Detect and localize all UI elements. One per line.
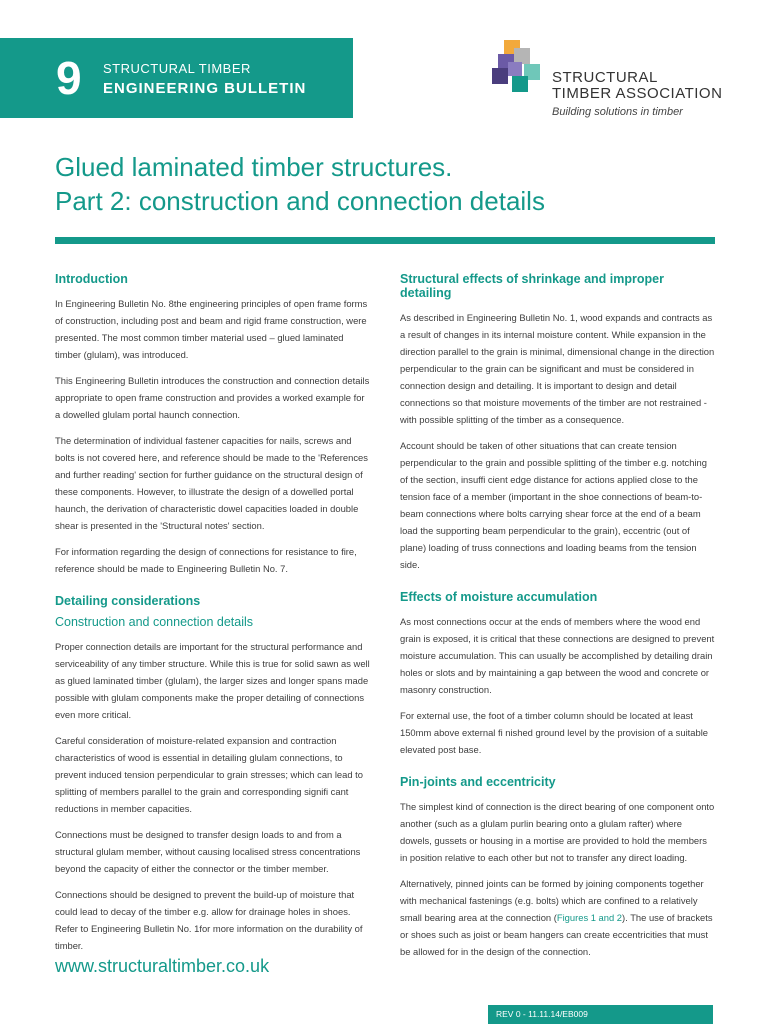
paragraph bbox=[400, 875, 716, 960]
revision-label: REV 0 - 11.11.14/EB009 bbox=[488, 1005, 713, 1024]
logo-name-line2: TIMBER ASSOCIATION bbox=[552, 85, 723, 102]
paragraph: This Engineering Bulletin introduces the construction and connection details appropriate to open frame construction and provides a worked example for a dowelled glulam portal haunch connection. bbox=[55, 375, 370, 420]
section-heading-pin-joints: Pin-joints and eccentricity bbox=[400, 775, 556, 789]
page-title bbox=[55, 150, 735, 218]
bulletin-banner bbox=[0, 38, 353, 118]
bulletin-type: ENGINEERING BULLETIN bbox=[103, 80, 307, 97]
paragraph: As most connections occur at the ends of members where the wood end grain is exposed, it is critical that these connections are designed to prevent moisture accumulation. This can usually be accomplished by detailing drain holes or slots and by maintaining a gap between the wood and concrete or masonry construction. bbox=[400, 616, 715, 695]
paragraph: Connections should be designed to prevent the build-up of moisture that could lead to decay of the timber e.g. allow for drainage holes in shoes. Refer to Engineering Bulletin No. 1for more information on the durability of timber. bbox=[55, 889, 363, 951]
figures-link[interactable]: Figures 1 and 2 bbox=[556, 912, 623, 923]
website-link[interactable]: www.structuraltimber.co.uk bbox=[55, 956, 270, 976]
section-heading-introduction: Introduction bbox=[55, 272, 128, 286]
paragraph-text: ). The use of brackets or shoes such as joist or beam hangers can create eccentricities that must be allowed for in the design of the connection. bbox=[400, 912, 713, 957]
left-column bbox=[55, 272, 371, 963]
logo-tagline: Building solutions in timber bbox=[552, 106, 683, 118]
section-heading-moisture: Effects of moisture accumulation bbox=[400, 590, 598, 604]
subheading-connection-details: Construction and connection details bbox=[55, 615, 254, 629]
paragraph: The determination of individual fastener capacities for nails, screws and bolts is not covered here, and reference should be made to the 'References and further reading' section for further guidance on the structural design of these components. However, to illustrate the design of a dowelled portal haunch, the derivation of characteristic dowel capacities loaded in double shear is presented in the 'Structural notes' section. bbox=[55, 435, 368, 531]
section-heading-shrinkage: Structural effects of shrinkage and improper detailing bbox=[400, 272, 664, 300]
paragraph: Connections must be designed to transfer design loads to and from a structural glulam member, without causing localised stress concentrations beyond the capacity of either the connector or the timber member. bbox=[55, 829, 361, 874]
paragraph-text: Alternatively, pinned joints can be formed by joining components together with mechanical fastenings (e.g. bolts) which are confined to a relatively small bearing area at the connection ( bbox=[400, 878, 704, 923]
paragraph: For information regarding the design of connections for resistance to fire, reference should be made to Engineering Bulletin No. 7. bbox=[55, 546, 357, 574]
paragraph: In Engineering Bulletin No. 8the engineering principles of open frame forms of construction, including post and beam and rigid frame construction, were presented. The most common timber material used – glued laminated timber (glulam), was introduced. bbox=[55, 298, 368, 360]
paragraph: For external use, the foot of a timber column should be located at least 150mm above external fi nished ground level by the provision of a suitable elevated post base. bbox=[400, 710, 708, 755]
page-title-line2: Part 2: construction and connection details bbox=[55, 186, 545, 216]
paragraph: As described in Engineering Bulletin No. 1, wood expands and contracts as a result of changes in its internal moisture content. While expansion in the direction parallel to the grain is minimal, dimensional change in the direction perpendicular to the grain can be significant and must be considered in connection design and detailing. It is important to design and detail connections so that moisture movements of the timber are not restrained - with possible splitting of the timber as a consequence. bbox=[400, 312, 715, 425]
page-title-line1: Glued laminated timber structures. bbox=[55, 152, 453, 182]
paragraph: The simplest kind of connection is the direct bearing of one component onto another (such as a glulam purlin bearing onto a glulam rafter) where dowels, gussets or housing in a mortise are provided to hold the members in position relative to each other but not to transfer any direct loading. bbox=[400, 801, 715, 863]
paragraph: Proper connection details are important for the structural performance and serviceability of any timber structure. While this is true for solid sawn as well as glued laminated timber (glulam), the larger sizes and longer spans made possible with glulam components make the proper detailing of connections even more critical. bbox=[55, 641, 370, 720]
paragraph: Account should be taken of other situations that can create tension perpendicular to the grain and possible splitting of the timber e.g. notching of the section, insuffi cient edge distance for actions applied close to the tension face of a member (important in the shoe connections of beam-to-beam connections where bolts carrying shear force at the end of a beam load the supporting beam perpendicular to the grain), eccentric (out of plane) loading of truss connections and loading beams from the tension side. bbox=[400, 440, 707, 570]
title-divider bbox=[55, 237, 715, 244]
right-column bbox=[400, 272, 716, 969]
bulletin-number: 9 bbox=[56, 52, 82, 104]
bulletin-series: STRUCTURAL TIMBER bbox=[103, 61, 251, 76]
paragraph: Careful consideration of moisture-related expansion and contraction characteristics of wood is essential in detailing glulam connections, to prevent induced tension perpendicular to grain stresses; which can lead to splitting of members parallel to the grain and corresponding signifi cant reductions in member capacities. bbox=[55, 735, 363, 814]
sta-logo-mark bbox=[488, 36, 550, 102]
logo-name-line1: STRUCTURAL bbox=[552, 69, 658, 86]
section-heading-detailing: Detailing considerations bbox=[55, 594, 201, 608]
sta-logo bbox=[488, 36, 728, 126]
